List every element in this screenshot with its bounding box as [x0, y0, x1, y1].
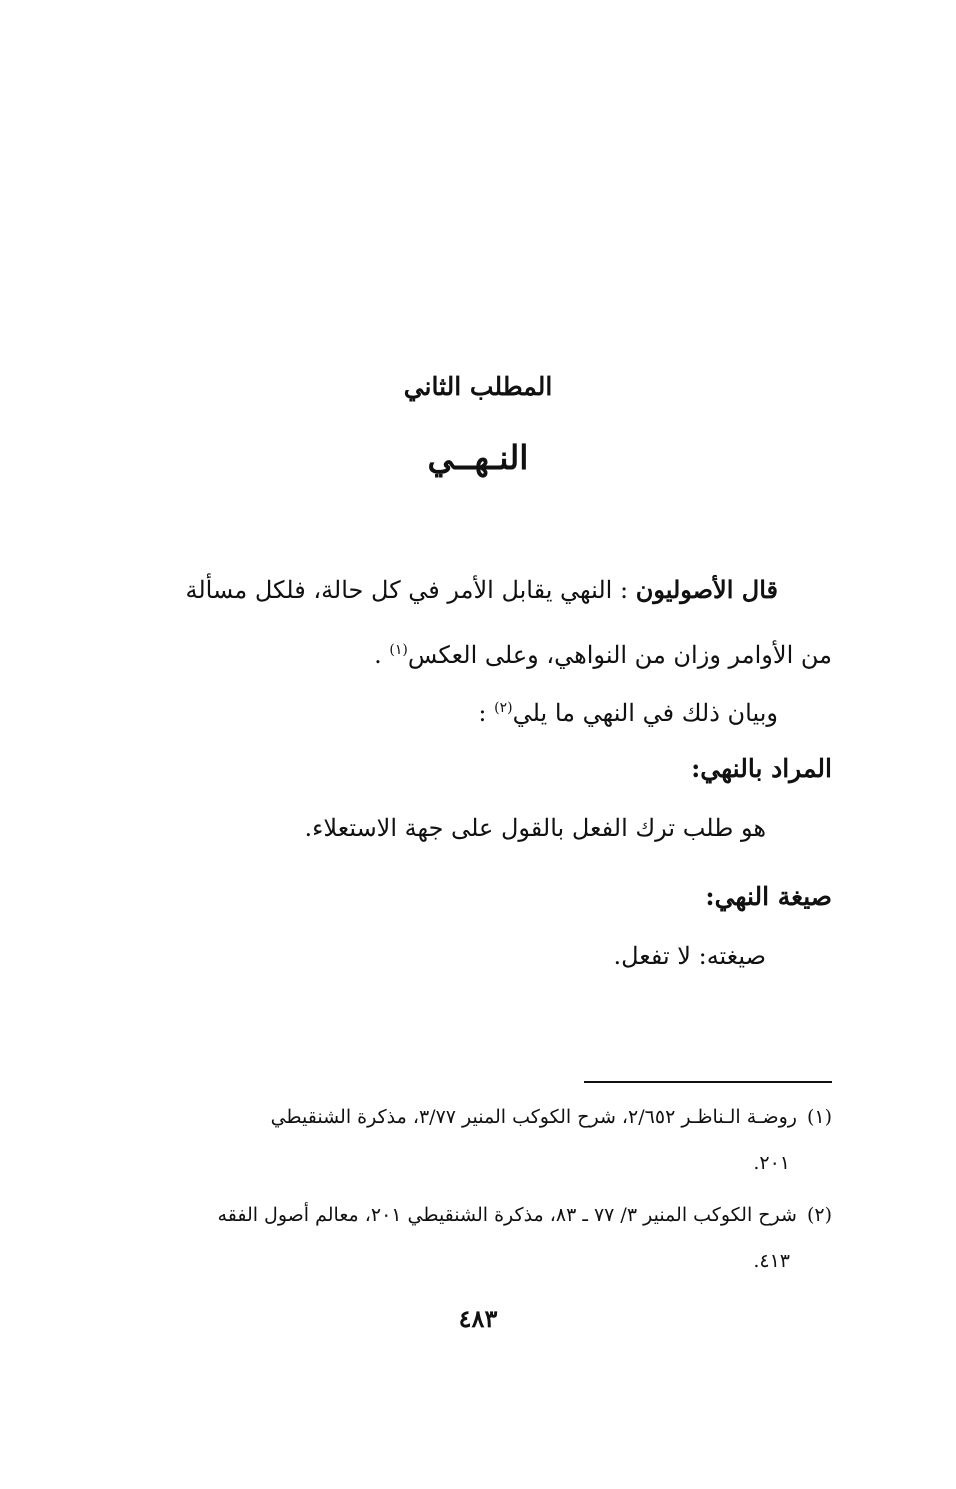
page-number: ٤٨٣ — [458, 1304, 498, 1333]
explain-text: وبيان ذلك في النهي ما يلي — [512, 699, 778, 727]
footnote-1-line-1 — [122, 1094, 832, 1140]
footnote-1-line-2: ٢٠١. — [753, 1152, 790, 1174]
footnote-2-line-2: ٤١٣. — [753, 1250, 790, 1272]
section-label: المطلب الثاني — [403, 372, 553, 401]
intro-paragraph — [122, 560, 832, 685]
explain-end: : — [478, 699, 487, 727]
meaning-text: هو طلب ترك الفعل بالقول على جهة الاستعلاء. — [304, 814, 766, 842]
heading-meaning: المراد بالنهي: — [691, 754, 832, 783]
form-text: صيغته: لا تفعل. — [613, 942, 766, 970]
footnote-2 — [122, 1192, 832, 1284]
footnote-1-marker: (١) — [806, 1106, 832, 1128]
intro-lead: قال الأصوليون — [635, 575, 778, 604]
explain-paragraph — [68, 678, 832, 743]
intro-line-1 — [122, 560, 832, 620]
intro-line-2 — [122, 620, 832, 685]
footnote-1-text: روضـة الـناظـر ٢/٦٥٢، شرح الكوكب المنير ٣/٧٧، مذكرة الشنقيطي — [270, 1106, 797, 1128]
intro-line-2-text: من الأوامر وزان من النواهي، وعلى العكس — [407, 641, 832, 669]
footnote-ref-1: (١) — [389, 642, 408, 658]
footnote-2-text: شرح الكوكب المنير ٣/ ٧٧ ـ ٨٣، مذكرة الشنقيطي ٢٠١، معالم أصول الفقه — [217, 1204, 797, 1226]
footnote-1 — [122, 1094, 832, 1186]
footnote-ref-2: (٢) — [494, 700, 513, 716]
intro-line-1-text: : النهي يقابل الأمر في كل حالة، فلكل مسألة — [185, 576, 629, 604]
footnotes — [122, 1094, 832, 1290]
footnote-2-line-1 — [122, 1192, 832, 1238]
footnote-2-marker: (٢) — [806, 1204, 832, 1226]
section-title: النـهــي — [427, 438, 529, 477]
heading-form: صيغة النهي: — [705, 882, 832, 911]
footnote-divider — [584, 1081, 832, 1083]
intro-line-2-end: . — [374, 641, 382, 669]
